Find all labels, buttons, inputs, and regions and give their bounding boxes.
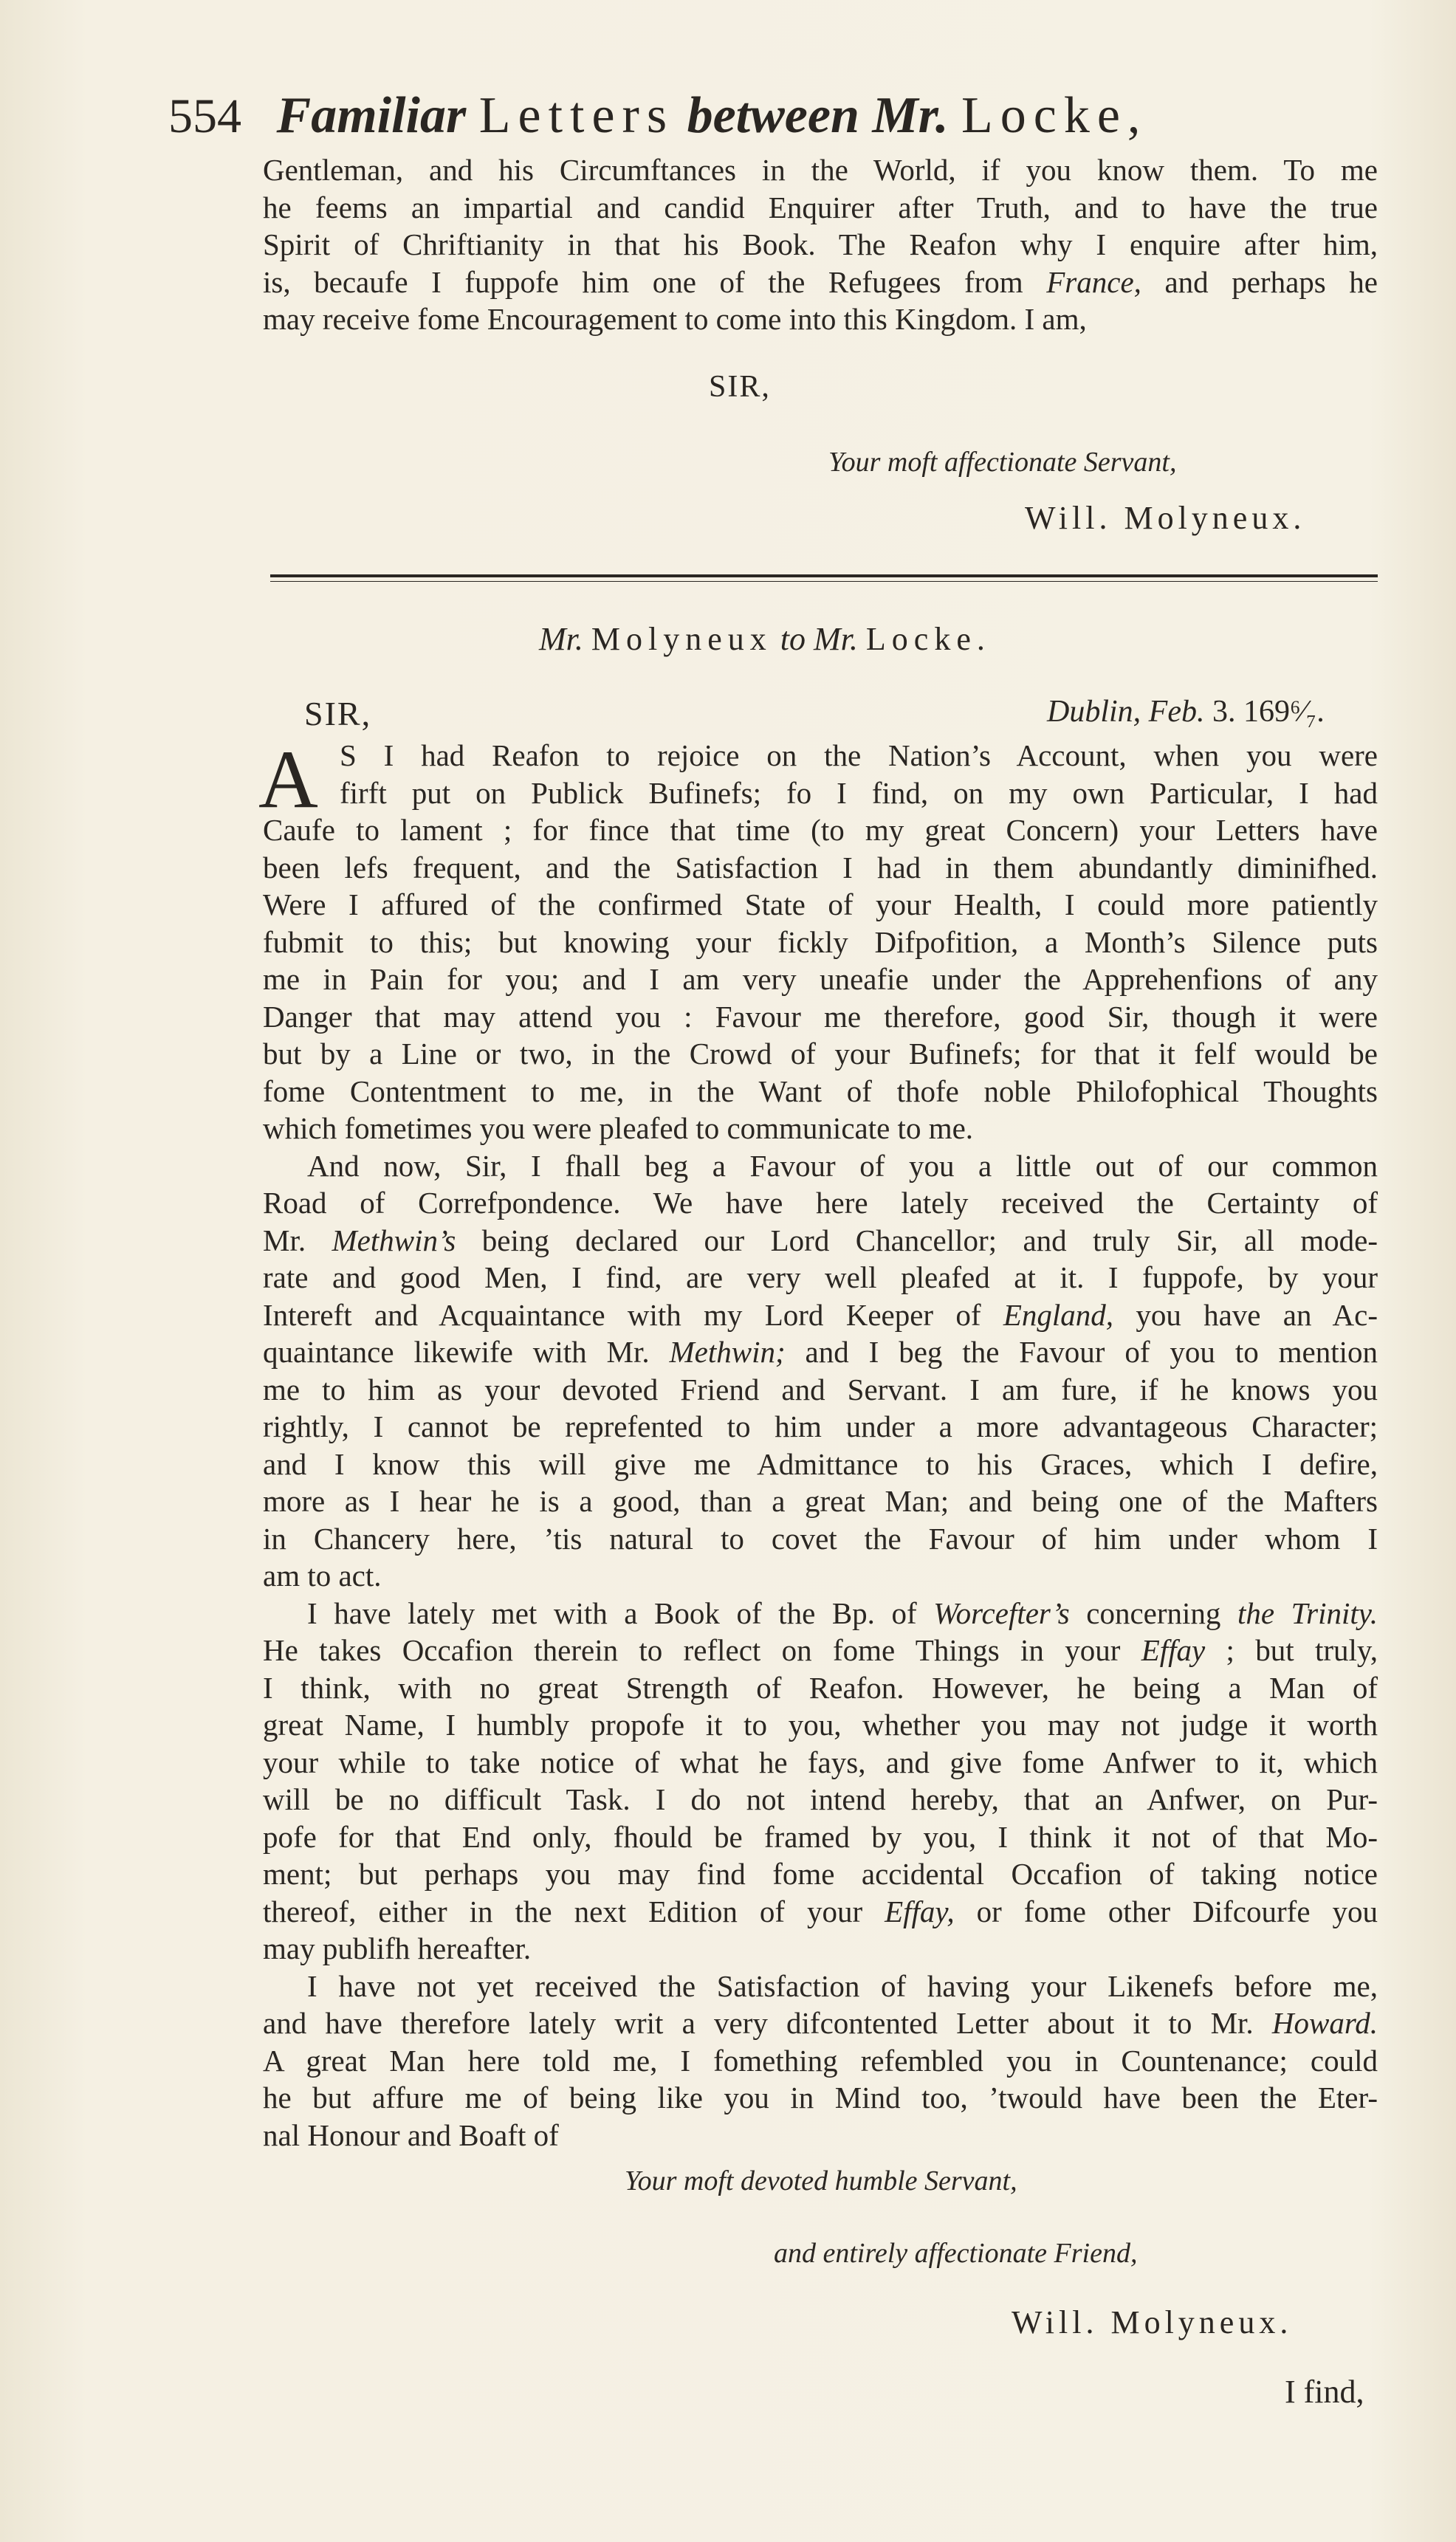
page-number: 554 [168,89,241,143]
text-line: Caufe to lament ; for fince that time (to my great Concern) your Letters have [263,813,1378,847]
text-line: may receive fome Encouragement to come into this Kingdom. I am, [263,302,1087,336]
text-line: and have therefore lately writ a very difcontented Letter about it to Mr. Howard. [263,2006,1378,2040]
text-line: pofe for that End only, fhould be framed by you, I think it not of that Mo- [263,1819,1378,1854]
text-line: Road of Correfpondence. We have here lately received the Certainty of [263,1186,1378,1220]
letter-body [263,811,1378,2154]
previous-letter-closing: Your moft affectionate Servant, [828,447,1177,478]
letter-closing-line-2: and entirely affectionate Friend, [774,2238,1138,2269]
text-line: Were I affured of the confirmed State of your Health, I could more patiently [263,887,1378,921]
text-line: been lefs frequent, and the Satisfaction I had in them abundantly diminifhed. [263,850,1378,884]
running-title-locke: Locke, [961,87,1148,144]
text-line: Spirit of Chriftianity in that his Book. The Reafon why I enquire after him, [263,227,1378,261]
text-line: thereof, either in the next Edition of your Effay, or fome other Difcourfe you [263,1894,1378,1928]
letter-heading: Mr. Molyneux to Mr. Locke. [539,621,991,657]
text-line: which fometimes you were pleafed to communicate to me. [263,1111,974,1145]
running-title-familiar: Familiar [276,87,467,144]
previous-letter-ending [263,151,1378,338]
running-title-letters: Letters [478,87,675,144]
text-line: but by a Line or two, in the Crowd of your Bufinefs; for that it felf would be [263,1037,1378,1071]
running-title-between: between Mr. [687,87,949,144]
text-line: will be no difficult Task. I do not intend hereby, that an Anfwer, on Pur- [263,1782,1378,1816]
text-line: firft put on Publick Bufinefs; fo I find, on my own Particular, I had [340,775,1378,810]
drop-cap: A [258,734,318,825]
letter-salutation: SIR, [304,695,372,732]
text-line: A great Man here told me, I fomething refembled you in Countenance; could [263,2043,1378,2078]
running-title [277,87,1148,144]
text-line: I have lately met with a Book of the Bp. of Worcefter’s concerning the Trinity. [307,1595,1378,1630]
text-line: And now, Sir, I fhall beg a Favour of you a little out of our common [307,1148,1378,1183]
text-line: may publifh hereafter. [263,1931,532,1965]
opening-lines [340,737,1378,811]
text-line: S I had Reafon to rejoice on the Nation’s Account, when you were [340,738,1378,772]
section-divider-thin [270,581,1378,582]
text-line: more as I hear he is a good, than a great Man; and being one of the Mafters [263,1484,1378,1518]
text-line: rightly, I cannot be reprefented to him under a more advantageous Character; [263,1409,1378,1443]
letter-signature: Will. Molyneux. [1012,2304,1293,2340]
text-line: is, becaufe I fuppofe him one of the Refugees from France, and perhaps he [263,264,1378,299]
text-line: Mr. Methwin’s being declared our Lord Chancellor; and truly Sir, all mode- [263,1223,1378,1257]
text-line: nal Honour and Boaft of [263,2117,559,2152]
text-line: I have not yet received the Satisfaction of having your Likenefs before me, [307,1968,1378,2003]
letter-dateline: Dublin, Feb. 3. 169⁶⁄₇. [1047,695,1325,729]
catchword: I find, [1285,2374,1364,2410]
text-line: me in Pain for you; and I am very uneafie under the Apprehenfions of any [263,962,1378,996]
section-divider-thick [270,574,1378,577]
text-line: and I know this will give me Admittance to his Graces, which I defire, [263,1446,1378,1481]
text-line: your while to take notice of what he fays, and give fome Anfwer to it, which [263,1745,1378,1779]
previous-letter-signature: Will. Molyneux. [1025,500,1306,536]
text-line: Gentleman, and his Circumftances in the World, if you know them. To me [263,153,1378,187]
text-line: rate and good Men, I find, are very well pleafed at it. I fuppofe, by your [263,1260,1378,1294]
previous-letter-salutation: SIR, [709,370,771,404]
text-line: Danger that may attend you : Favour me therefore, good Sir, though it were [263,999,1378,1034]
text-line: quaintance likewife with Mr. Methwin; and I beg the Favour of you to mention [263,1335,1378,1369]
text-line: me to him as your devoted Friend and Servant. I am fure, if he knows you [263,1372,1378,1406]
text-line: in Chancery here, ’tis natural to covet the Favour of him under whom I [263,1521,1378,1556]
text-line: fubmit to this; but knowing your fickly Difpofition, a Month’s Silence puts [263,924,1378,959]
text-line: ment; but perhaps you may find fome accidental Occafion of taking notice [263,1857,1378,1891]
text-line: I think, with no great Strength of Reafon. However, he being a Man of [263,1670,1378,1705]
text-line: he but affure me of being like you in Mind too, ’twould have been the Eter- [263,2081,1378,2115]
text-line: Intereft and Acquaintance with my Lord Keeper of England, you have an Ac- [263,1297,1378,1332]
text-line: fome Contentment to me, in the Want of thofe noble Philofophical Thoughts [263,1074,1378,1108]
text-line: he feems an impartial and candid Enquirer after Truth, and to have the true [263,190,1378,224]
text-line: He takes Occafion therein to reflect on fome Things in your Effay ; but truly, [263,1633,1378,1667]
running-header [168,83,1364,149]
text-line: am to act. [263,1559,382,1593]
text-line: great Name, I humbly propofe it to you, whether you may not judge it worth [263,1708,1378,1742]
letter-closing-line-1: Your moft devoted humble Servant, [625,2165,1017,2196]
